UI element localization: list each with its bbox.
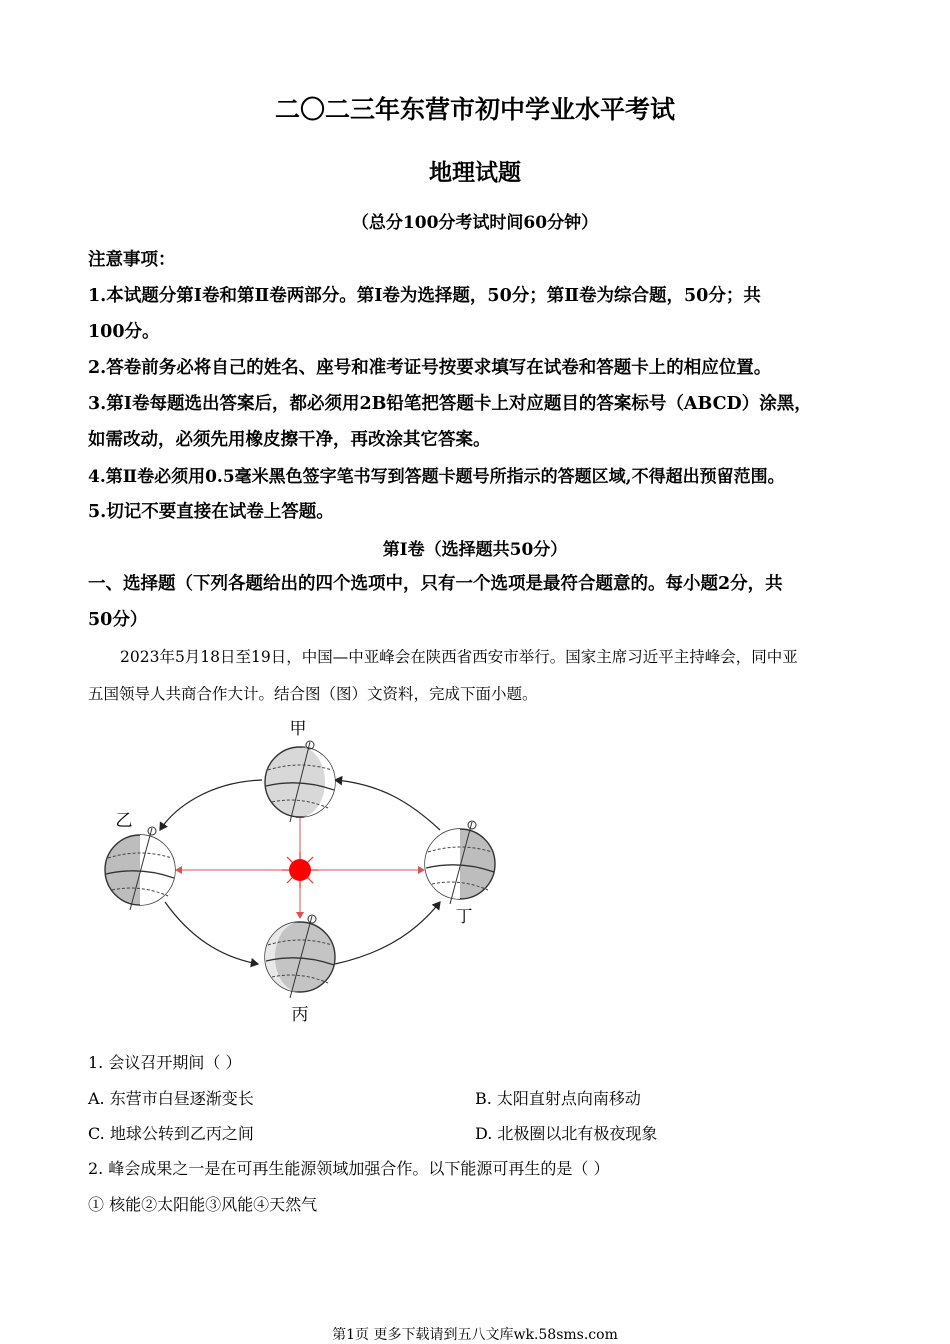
- section-instruction: 一、选择题（下列各题给出的四个选项中，只有一个选项是最符合题意的。每小题2分，共: [88, 574, 783, 594]
- option-a: A. 东营市白昼逐渐变长: [88, 1089, 254, 1108]
- note-line: 2.答卷前务必将自己的姓名、座号和准考证号按要求填写在试卷和答题卡上的相应位置。: [88, 358, 772, 378]
- earth-orbit-diagram: [90, 712, 510, 1032]
- subject-title: 地理试题: [429, 159, 521, 186]
- question-stem: 2. 峰会成果之一是在可再生能源领域加强合作。以下能源可再生的是（ ）: [88, 1159, 610, 1178]
- earth-bing: [265, 915, 335, 998]
- section-instruction: 50分）: [88, 610, 148, 630]
- score-time: （总分100分考试时间60分钟）: [351, 213, 599, 233]
- note-line: 如需改动，必须先用橡皮擦干净，再改涂其它答案。: [88, 430, 491, 450]
- orbit-arc: [160, 780, 262, 830]
- exam-title: 二〇二三年东营市初中学业水平考试: [274, 95, 675, 124]
- question-items: ① 核能②太阳能③风能④天然气: [88, 1195, 318, 1214]
- orbit-arc: [165, 902, 258, 964]
- orbit-arc: [335, 780, 440, 830]
- earth-ding: [425, 821, 495, 904]
- note-line: 5.切记不要直接在试卷上答题。: [88, 502, 334, 522]
- section-title: 第Ⅰ卷（选择题共50分）: [382, 540, 568, 560]
- note-line: 3.第Ⅰ卷每题选出答案后，都必须用2B铅笔把答题卡上对应题目的答案标号（ABCD）涂黑，: [88, 394, 812, 414]
- question-stem: 1. 会议召开期间（ ）: [88, 1053, 242, 1072]
- passage-line: 2023年5月18日至19日，中国—中亚峰会在陕西省西安市举行。国家主席习近平主持峰会，同中亚: [120, 648, 798, 666]
- option-b: B. 太阳直射点向南移动: [475, 1089, 641, 1108]
- option-c: C. 地球公转到乙丙之间: [88, 1124, 254, 1143]
- label-yi: 乙: [115, 811, 133, 831]
- sun-icon: [282, 852, 318, 888]
- label-ding: 丁: [455, 907, 473, 927]
- notes-heading: 注意事项：: [88, 250, 176, 270]
- note-line: 100分。: [88, 322, 160, 342]
- option-d: D. 北极圈以北有极夜现象: [475, 1124, 658, 1143]
- passage-line: 五国领导人共商合作大计。结合图（图）文资料，完成下面小题。: [88, 685, 538, 703]
- note-line: 4.第Ⅱ卷必须用0.5毫米黑色签字笔书写到答题卡题号所指示的答题区域,不得超出预留范围。: [88, 467, 785, 487]
- earth-jia: [265, 741, 335, 822]
- note-line: 1.本试题分第Ⅰ卷和第Ⅱ卷两部分。第Ⅰ卷为选择题，50分；第Ⅱ卷为综合题，50分；共: [88, 286, 761, 306]
- orbit-arc: [335, 902, 440, 964]
- page-footer: 第1页 更多下载请到五八文库wk.58sms.com: [332, 1327, 618, 1343]
- earth-yi: [105, 827, 175, 910]
- label-jia: 甲: [289, 719, 307, 739]
- label-bing: 丙: [291, 1005, 309, 1025]
